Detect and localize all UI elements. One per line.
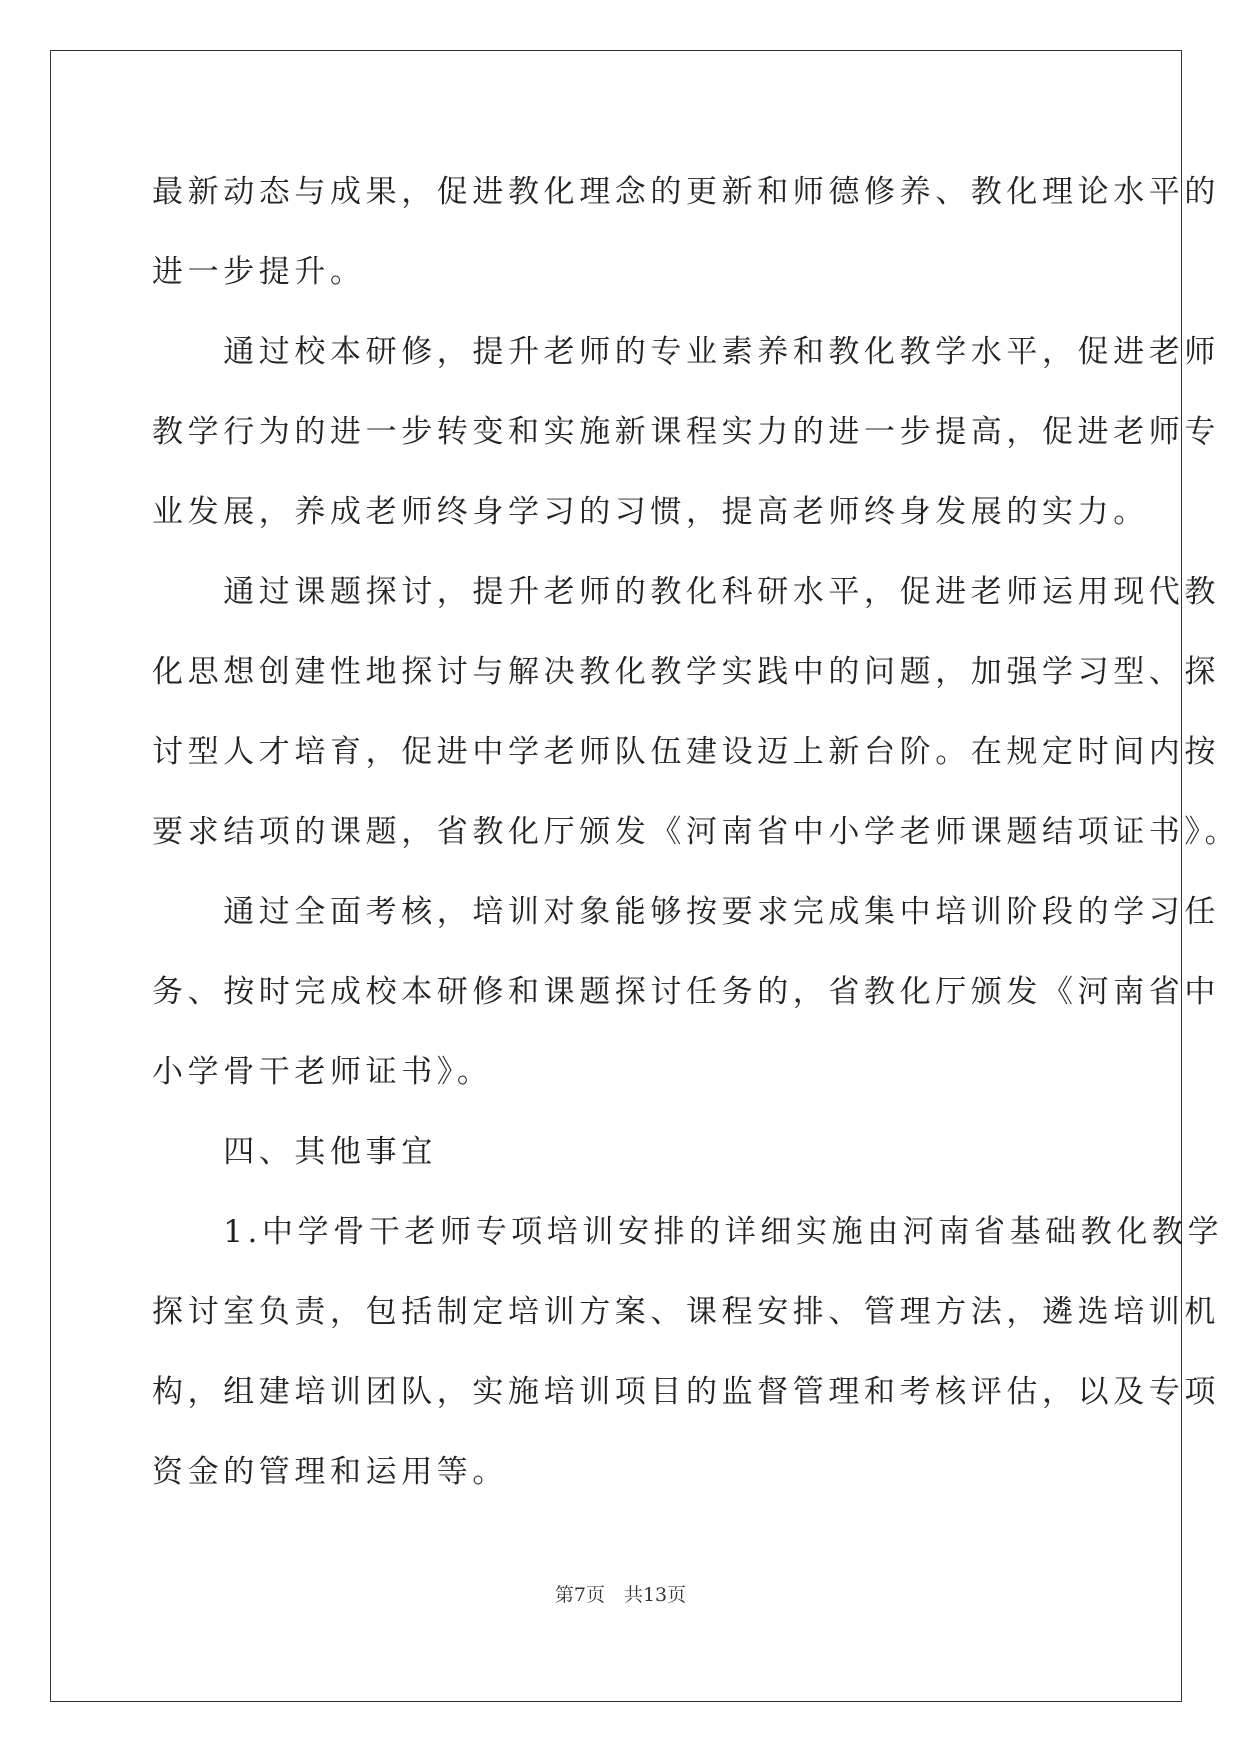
document-body: [152, 152, 1241, 1512]
text-line: 要求结项的课题，省教化厅颁发《河南省中小学老师课题结项证书》。: [152, 814, 1241, 850]
page-number-footer: 第7页 共13页: [554, 1584, 687, 1606]
text-line: 探讨室负责，包括制定培训方案、课程安排、管理方法，遴选培训机: [152, 1294, 1220, 1330]
text-line: 进一步提升。: [152, 254, 366, 290]
section-heading: 四、其他事宜: [152, 1134, 437, 1170]
text-line: 务、按时完成校本研修和课题探讨任务的，省教化厅颁发《河南省中: [152, 974, 1220, 1010]
text-line: 通过全面考核，培训对象能够按要求完成集中培训阶段的学习任: [152, 894, 1220, 930]
text-line: 通过校本研修，提升老师的专业素养和教化教学水平，促进老师: [152, 334, 1220, 370]
text-line: 资金的管理和运用等。: [152, 1454, 508, 1490]
text-line: 最新动态与成果，促进教化理念的更新和师德修养、教化理论水平的: [152, 174, 1220, 210]
text-line: 1.中学骨干老师专项培训安排的详细实施由河南省基础教化教学: [152, 1214, 1224, 1250]
text-line: 化思想创建性地探讨与解决教化教学实践中的问题，加强学习型、探: [152, 654, 1220, 690]
text-line: 通过课题探讨，提升老师的教化科研水平，促进老师运用现代教: [152, 574, 1220, 610]
text-line: 业发展，养成老师终身学习的习惯，提高老师终身发展的实力。: [152, 494, 1149, 530]
text-line: 教学行为的进一步转变和实施新课程实力的进一步提高，促进老师专: [152, 414, 1220, 450]
text-line: 构，组建培训团队，实施培训项目的监督管理和考核评估，以及专项: [152, 1374, 1220, 1410]
text-line: 小学骨干老师证书》。: [152, 1054, 493, 1090]
text-line: 讨型人才培育，促进中学老师队伍建设迈上新台阶。在规定时间内按: [152, 734, 1220, 770]
